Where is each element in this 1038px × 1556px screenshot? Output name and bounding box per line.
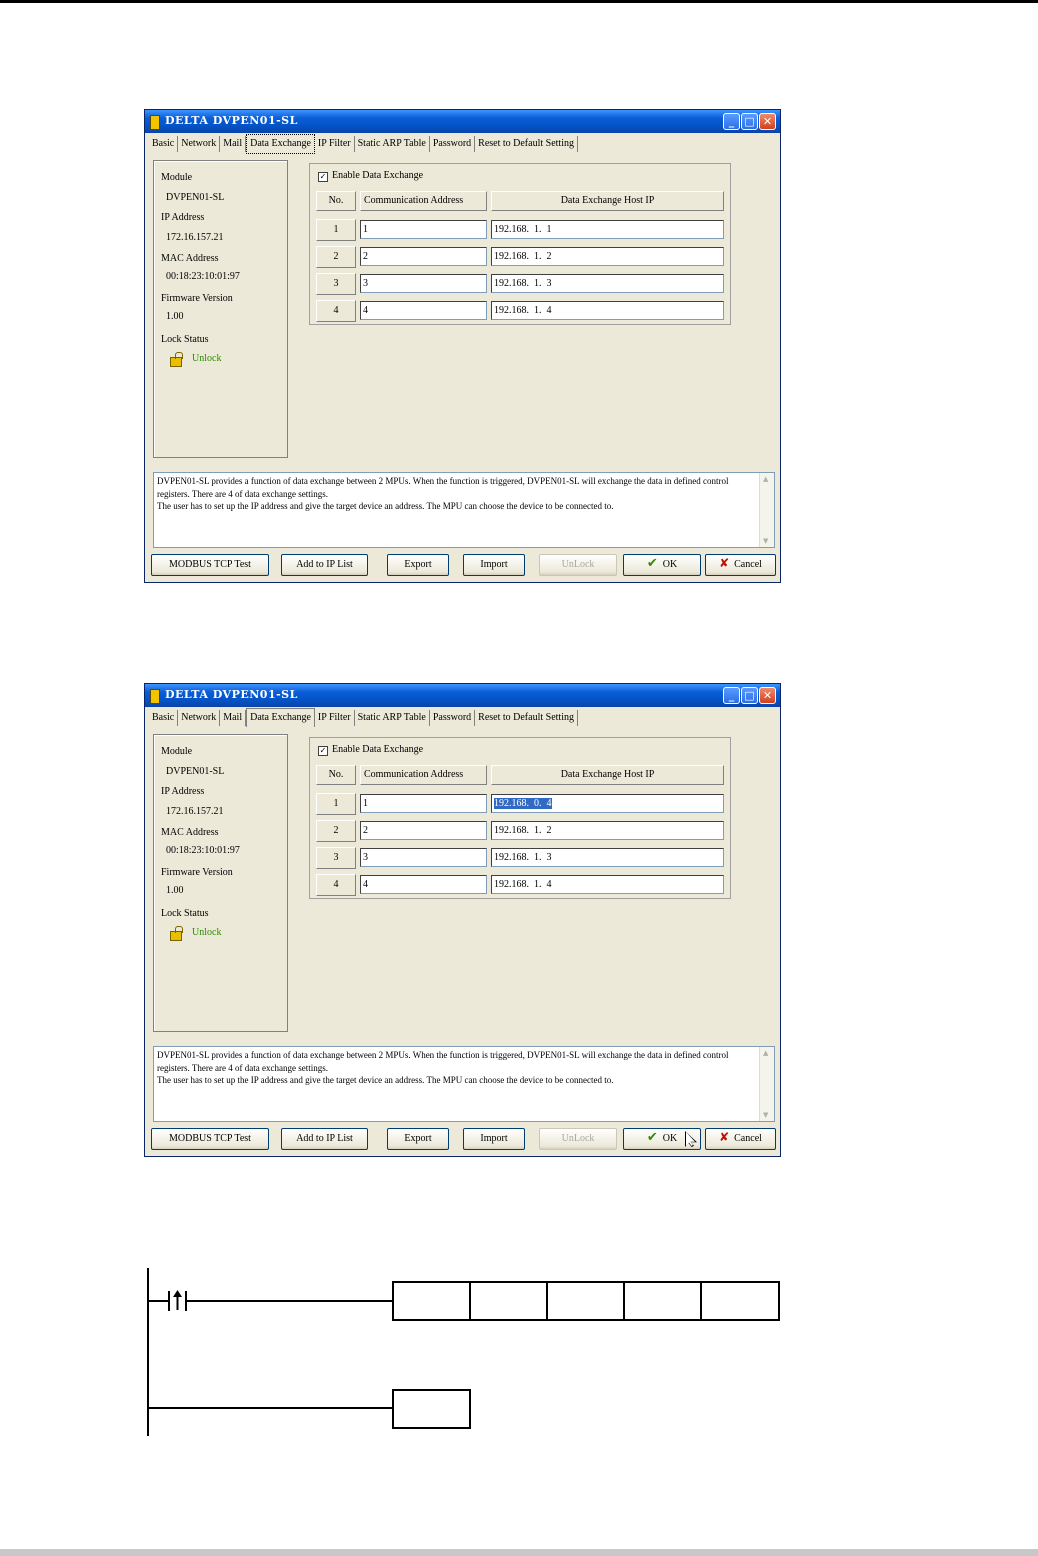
lock-status-value: Unlock xyxy=(192,927,222,938)
window-title: DELTA DVPEN01-SL xyxy=(165,114,298,127)
modbus-tcp-test-button[interactable]: MODBUS TCP Test xyxy=(151,554,269,576)
enable-data-exchange-checkbox[interactable]: ✓ xyxy=(319,746,327,755)
mac-address-label: MAC Address xyxy=(161,827,219,838)
x-icon: ✘ xyxy=(719,556,730,570)
column-header-no: No. xyxy=(316,191,356,211)
mac-address-value: 00:18:23:10:01:97 xyxy=(166,845,240,856)
operand-box xyxy=(546,1281,625,1321)
description-line: DVPEN01-SL provides a function of data exchange between 2 MPUs. When the function is triggered, DVPEN01-SL will exchange the data in defined control registers. There are 4 of data exchange settings. xyxy=(157,1050,729,1073)
end-instruction-box xyxy=(392,1389,471,1429)
cancel-label: Cancel xyxy=(734,559,762,570)
modbus-tcp-test-button[interactable]: MODBUS TCP Test xyxy=(151,1128,269,1150)
row-number: 2 xyxy=(316,246,356,268)
row-number: 1 xyxy=(316,219,356,241)
row-number: 1 xyxy=(316,793,356,815)
column-header-address: Communication Address xyxy=(360,191,487,211)
close-icon[interactable]: ✕ xyxy=(759,687,776,704)
host-ip-input[interactable]: 192.168. 1. 4 xyxy=(491,875,724,894)
cancel-label: Cancel xyxy=(734,1133,762,1144)
unlock-button[interactable]: UnLock xyxy=(539,554,617,576)
row-number: 2 xyxy=(316,820,356,842)
tab-basic[interactable]: Basic xyxy=(149,136,178,152)
export-button[interactable]: Export xyxy=(387,554,449,576)
import-button[interactable]: Import xyxy=(463,1128,525,1150)
tab-ip-filter[interactable]: IP Filter xyxy=(315,710,355,726)
communication-address-input[interactable]: 3 xyxy=(360,848,487,867)
column-header-address: Communication Address xyxy=(360,765,487,785)
row-number: 4 xyxy=(316,300,356,322)
import-button[interactable]: Import xyxy=(463,554,525,576)
firmware-label: Firmware Version xyxy=(161,293,233,304)
ip-address-value: 172.16.157.21 xyxy=(166,806,224,817)
column-header-host-ip: Data Exchange Host IP xyxy=(491,765,724,785)
enable-data-exchange-label: Enable Data Exchange xyxy=(332,744,424,755)
enable-data-exchange-checkbox[interactable]: ✓ xyxy=(319,172,327,181)
description-line: The user has to set up the IP address and give the target device an address. The MPU can choose the device to be connected to. xyxy=(157,1075,614,1085)
close-icon[interactable]: ✕ xyxy=(759,113,776,130)
host-ip-input[interactable]: 192.168. 1. 3 xyxy=(491,848,724,867)
tab-basic[interactable]: Basic xyxy=(149,710,178,726)
operand-box xyxy=(700,1281,780,1321)
ok-label: OK xyxy=(662,1133,678,1144)
module-value: DVPEN01-SL xyxy=(166,192,225,203)
description-line: The user has to set up the IP address and give the target device an address. The MPU can choose the device to be connected to. xyxy=(157,501,614,511)
description-line: DVPEN01-SL provides a function of data exchange between 2 MPUs. When the function is triggered, DVPEN01-SL will exchange the data in defined control registers. There are 4 of data exchange settings. xyxy=(157,476,729,499)
add-to-ip-list-button[interactable]: Add to IP List xyxy=(281,1128,368,1150)
tab-password[interactable]: Password xyxy=(430,136,475,152)
module-label: Module xyxy=(161,172,193,183)
rising-edge-arrow-icon xyxy=(173,1290,182,1297)
maximize-icon[interactable]: □ xyxy=(741,113,758,130)
communication-address-input[interactable]: 4 xyxy=(360,301,487,320)
communication-address-input[interactable]: 2 xyxy=(360,247,487,266)
host-ip-input[interactable]: 192.168. 1. 1 xyxy=(491,220,724,239)
communication-address-input[interactable]: 2 xyxy=(360,821,487,840)
firmware-value: 1.00 xyxy=(166,311,184,322)
communication-address-input[interactable]: 1 xyxy=(360,220,487,239)
communication-address-input[interactable]: 4 xyxy=(360,875,487,894)
host-ip-selected-text: 192.168. 0. 4 xyxy=(494,798,552,809)
row-number: 3 xyxy=(316,847,356,869)
tab-static-arp-table[interactable]: Static ARP Table xyxy=(355,136,430,152)
window-title: DELTA DVPEN01-SL xyxy=(165,688,298,701)
minimize-icon[interactable]: _ xyxy=(723,113,740,130)
tab-mail[interactable]: Mail xyxy=(220,136,246,152)
ok-label: OK xyxy=(662,559,678,570)
tab-static-arp-table[interactable]: Static ARP Table xyxy=(355,710,430,726)
firmware-label: Firmware Version xyxy=(161,867,233,878)
tab-reset-default[interactable]: Reset to Default Setting xyxy=(475,136,578,152)
host-ip-input[interactable]: 192.168. 1. 2 xyxy=(491,247,724,266)
row-number: 3 xyxy=(316,273,356,295)
communication-address-input[interactable]: 1 xyxy=(360,794,487,813)
tab-network[interactable]: Network xyxy=(178,710,220,726)
instruction-box xyxy=(392,1281,471,1321)
tab-password[interactable]: Password xyxy=(430,710,475,726)
maximize-icon[interactable]: □ xyxy=(741,687,758,704)
host-ip-input[interactable]: 192.168. 1. 3 xyxy=(491,274,724,293)
tab-ip-filter[interactable]: IP Filter xyxy=(315,136,355,152)
mac-address-value: 00:18:23:10:01:97 xyxy=(166,271,240,282)
check-icon: ✔ xyxy=(646,1130,658,1145)
add-to-ip-list-button[interactable]: Add to IP List xyxy=(281,554,368,576)
operand-box xyxy=(469,1281,548,1321)
lock-status-value: Unlock xyxy=(192,353,222,364)
module-value: DVPEN01-SL xyxy=(166,766,225,777)
unlock-button[interactable]: UnLock xyxy=(539,1128,617,1150)
ip-address-value: 172.16.157.21 xyxy=(166,232,224,243)
page-bottom-bar xyxy=(0,1549,1038,1556)
lock-status-label: Lock Status xyxy=(161,908,209,919)
operand-box xyxy=(623,1281,702,1321)
ip-address-label: IP Address xyxy=(161,212,205,223)
firmware-value: 1.00 xyxy=(166,885,184,896)
communication-address-input[interactable]: 3 xyxy=(360,274,487,293)
tab-data-exchange[interactable]: Data Exchange xyxy=(246,708,315,727)
host-ip-input[interactable]: 192.168. 1. 4 xyxy=(491,301,724,320)
enable-data-exchange-label: Enable Data Exchange xyxy=(332,170,424,181)
row-number: 4 xyxy=(316,874,356,896)
tab-reset-default[interactable]: Reset to Default Setting xyxy=(475,710,578,726)
minimize-icon[interactable]: _ xyxy=(723,687,740,704)
module-label: Module xyxy=(161,746,193,757)
tab-mail[interactable]: Mail xyxy=(220,710,246,726)
column-header-host-ip: Data Exchange Host IP xyxy=(491,191,724,211)
tab-data-exchange[interactable]: Data Exchange xyxy=(246,134,315,154)
mac-address-label: MAC Address xyxy=(161,253,219,264)
ip-address-label: IP Address xyxy=(161,786,205,797)
tab-network[interactable]: Network xyxy=(178,136,220,152)
column-header-no: No. xyxy=(316,765,356,785)
check-icon: ✔ xyxy=(646,556,658,571)
x-icon: ✘ xyxy=(719,1130,730,1144)
host-ip-input[interactable]: 192.168. 1. 2 xyxy=(491,821,724,840)
lock-status-label: Lock Status xyxy=(161,334,209,345)
export-button[interactable]: Export xyxy=(387,1128,449,1150)
